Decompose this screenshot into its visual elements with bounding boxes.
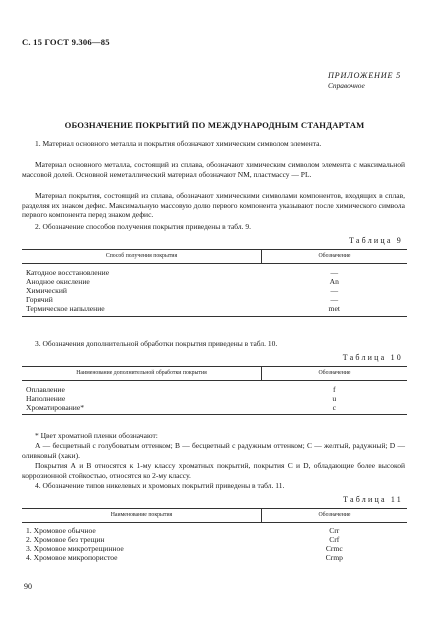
table11-col-code: Обозначение — [262, 509, 408, 523]
table-cell: 4. Хромовое микропористое — [26, 553, 118, 563]
footnote-classes: Покрытия А и В относятся к 1-му классу хроматных покрытий, покрытия С и D, обладающие более высокой коррозионной стойкостью, относятся ко 2-му классу. — [22, 461, 405, 480]
table10-col-treatment: Наименование дополнительной обработки покрытия — [22, 367, 262, 381]
table10-caption: Таблица 10 — [342, 353, 403, 362]
appendix-subtitle: Справочное — [327, 81, 365, 90]
footnote-lead: * Цвет хроматной пленки обозначают: — [35, 431, 158, 440]
table-cell: Хроматирование* — [22, 403, 262, 415]
table-cell: Катодное восстановление — [26, 267, 110, 277]
page-number: 90 — [24, 582, 32, 591]
table-cell: met — [262, 304, 408, 316]
table-cell: f — [332, 384, 336, 394]
appendix-title: ПРИЛОЖЕНИЕ 5 — [327, 71, 401, 80]
table-cell: c — [262, 403, 408, 415]
table-cell: — — [330, 285, 339, 295]
table-cell: 1. Хромовое обычное — [26, 525, 96, 535]
table-cell: Crf — [329, 534, 340, 544]
table-11 — [22, 508, 407, 562]
table-cell: Наполнение — [26, 393, 66, 403]
table-10 — [22, 366, 407, 415]
paragraph-2: Материал основного металла, состоящий из сплава, обозначают химическим символом элемента с максимальной массовой долей. Основной неметаллический материал обозначают NM, пластмассу — PL. — [22, 160, 405, 179]
table9-caption: Таблица 9 — [348, 236, 403, 245]
table-cell: Оплавление — [26, 384, 65, 394]
table-cell: 2. Хромовое без трещин — [26, 534, 105, 544]
table11-col-coating: Наименование покрытия — [22, 509, 262, 523]
paragraph-3: Материал покрытия, состоящий из сплава, обозначают химическими символами компонентов, входящих в сплав, разделяя их знаком дефис. Максимальную массовую долю первого компонента указывают после химического символа первого компонента перед знаком дефис. — [22, 191, 405, 219]
table-cell: u — [332, 393, 337, 403]
table9-col-method: Способ получения покрытия — [22, 250, 262, 264]
paragraph-5: 3. Обозначения дополнительной обработки покрытия приведены в табл. 10. — [35, 339, 278, 348]
table-cell: Термическое напыление — [22, 304, 262, 316]
table-cell: Горячий — [26, 295, 53, 305]
paragraph-1: 1. Материал основного металла и покрытия обозначают химическим символом элемента. — [35, 139, 322, 148]
table-cell: — — [330, 295, 339, 305]
table-cell: Crmp — [325, 553, 343, 563]
table-cell: — — [330, 267, 339, 277]
page-header: С. 15 ГОСТ 9.306—85 — [22, 37, 110, 47]
footnote-colors: А — бесцветный с голубоватым оттенком; В — бесцветный с радужным оттенком; С — желтый, радужный; D — оливковый (хаки). — [22, 441, 405, 460]
table-cell: Химический — [26, 285, 67, 295]
section-title: ОБОЗНАЧЕНИЕ ПОКРЫТИЙ ПО МЕЖДУНАРОДНЫМ СТАНДАРТАМ — [64, 120, 365, 130]
paragraph-4: 2. Обозначение способов получения покрытия приведены в табл. 9. — [35, 222, 252, 231]
table-cell: Crmc — [325, 543, 343, 553]
table10-col-code: Обозначение — [262, 367, 408, 381]
paragraph-6: 4. Обозначение типов никелевых и хромовых покрытий приведены в табл. 11. — [35, 481, 285, 490]
table11-caption: Таблица 11 — [343, 495, 403, 504]
table-9 — [22, 249, 407, 317]
appendix-label — [328, 71, 401, 90]
table9-col-code: Обозначение — [262, 250, 408, 264]
table-cell: Crr — [329, 525, 340, 535]
table-cell: Анодное окисление — [26, 276, 90, 286]
table-cell: 3. Хромовое микротрещинное — [26, 543, 124, 553]
table-cell: An — [329, 276, 339, 286]
